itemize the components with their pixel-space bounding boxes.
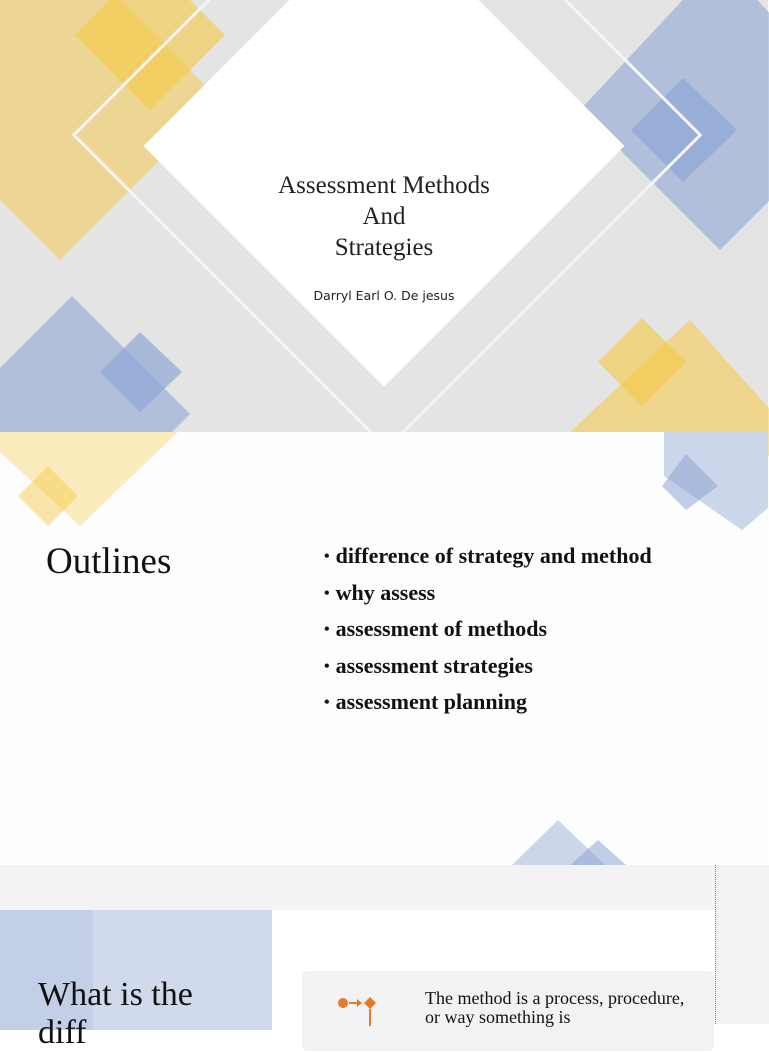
bullet-text: assessment strategies <box>335 652 533 678</box>
bullet-dot: • <box>324 694 330 711</box>
title-slide <box>0 0 768 432</box>
bullet-item <box>324 538 652 575</box>
slide-title: Assessment Methods And Strategies <box>278 172 490 261</box>
outline-slide <box>0 432 768 865</box>
process-flow-icon <box>336 996 380 1026</box>
comparison-slide <box>0 865 768 1051</box>
slide-heading: What is the diff <box>38 976 193 1051</box>
outline-bullet-list <box>324 538 652 721</box>
bullet-item <box>324 611 652 648</box>
bullet-text: assessment planning <box>335 689 527 714</box>
bullet-dot: • <box>324 621 330 638</box>
yellow-diamond-tl-large <box>0 432 178 526</box>
slide-author: Darryl Earl O. De jesus <box>313 288 455 303</box>
outline-heading: Outlines <box>46 541 172 582</box>
bullet-text: why assess <box>335 579 436 605</box>
bullet-text: assessment of methods <box>335 616 548 641</box>
bullet-dot: • <box>324 657 330 675</box>
bullet-dot: • <box>324 584 330 602</box>
bullet-item <box>324 684 652 721</box>
bullet-item <box>324 575 652 612</box>
bullet-item <box>324 648 652 685</box>
definition-text: The method is a process, procedure, or way something is <box>425 988 685 1027</box>
bullet-dot: • <box>324 548 330 565</box>
bullet-text: difference of strategy and method <box>335 543 652 568</box>
right-edge-strip <box>715 865 769 1024</box>
